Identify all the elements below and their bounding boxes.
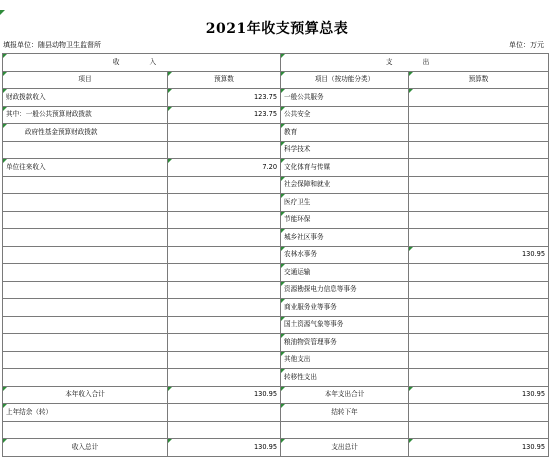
currency-unit: 单位：万元 xyxy=(509,41,544,49)
expense-amount-cell[interactable] xyxy=(409,159,549,177)
expense-item-cell[interactable]: 其他支出 xyxy=(281,351,409,369)
expense-year-total-label[interactable]: 本年支出合计 xyxy=(281,386,409,404)
income-year-total-amount[interactable]: 130.95 xyxy=(168,386,281,404)
income-amount-cell[interactable] xyxy=(168,264,281,282)
income-grand-total-amount[interactable]: 130.95 xyxy=(168,439,281,457)
expense-amount-cell[interactable] xyxy=(409,334,549,352)
table-row xyxy=(3,141,549,159)
expense-item-cell[interactable]: 医疗卫生 xyxy=(281,194,409,212)
expense-amount-cell[interactable] xyxy=(409,176,549,194)
expense-item-cell[interactable]: 文化体育与传媒 xyxy=(281,159,409,177)
expense-item-cell[interactable]: 科学技术 xyxy=(281,141,409,159)
expense-item-header[interactable]: 项目（按功能分类） xyxy=(281,71,409,89)
income-item-cell[interactable] xyxy=(3,281,168,299)
expense-item-cell[interactable]: 节能环保 xyxy=(281,211,409,229)
expense-amount-cell[interactable] xyxy=(409,124,549,142)
income-item-cell[interactable]: 其中：一般公共预算财政拨款 xyxy=(3,106,168,124)
carryover-out-amount[interactable] xyxy=(409,404,549,422)
expense-section-header[interactable]: 支 出 xyxy=(281,54,549,72)
income-year-total-label[interactable]: 本年收入合计 xyxy=(3,386,168,404)
income-amount-cell[interactable] xyxy=(168,229,281,247)
expense-amount-cell[interactable] xyxy=(409,211,549,229)
expense-amount-cell[interactable] xyxy=(409,281,549,299)
expense-amount-header[interactable]: 预算数 xyxy=(409,71,549,89)
expense-grand-total-label[interactable]: 支出总计 xyxy=(281,439,409,457)
income-section-header[interactable]: 收 入 xyxy=(3,54,281,72)
expense-item-cell[interactable]: 一般公共服务 xyxy=(281,89,409,107)
reporting-unit: 填报单位：随县动物卫生监督所 xyxy=(3,41,101,49)
expense-item-cell[interactable]: 国土资源气象等事务 xyxy=(281,316,409,334)
income-amount-cell[interactable] xyxy=(168,246,281,264)
expense-item-cell[interactable]: 公共安全 xyxy=(281,106,409,124)
income-amount-cell[interactable] xyxy=(168,316,281,334)
income-amount-header[interactable]: 预算数 xyxy=(168,71,281,89)
income-item-cell[interactable] xyxy=(3,264,168,282)
year-total-row xyxy=(3,386,549,404)
blank-cell[interactable] xyxy=(168,421,281,439)
section-header-row xyxy=(3,54,549,72)
income-item-cell[interactable] xyxy=(3,351,168,369)
table-row xyxy=(3,316,549,334)
income-item-cell[interactable] xyxy=(3,211,168,229)
income-item-cell[interactable] xyxy=(3,246,168,264)
table-row xyxy=(3,124,549,142)
income-amount-cell[interactable]: 7.20 xyxy=(168,159,281,177)
carryover-in-label[interactable]: 上年结余（转） xyxy=(3,404,168,422)
income-item-cell[interactable] xyxy=(3,194,168,212)
cell-marker-icon xyxy=(0,10,5,15)
expense-item-cell[interactable]: 商业服务业等事务 xyxy=(281,299,409,317)
blank-cell[interactable] xyxy=(281,421,409,439)
table-row xyxy=(3,264,549,282)
income-amount-cell[interactable] xyxy=(168,176,281,194)
income-item-cell[interactable] xyxy=(3,299,168,317)
expense-amount-cell[interactable]: 130.95 xyxy=(409,246,549,264)
table-row xyxy=(3,299,549,317)
expense-amount-cell[interactable] xyxy=(409,316,549,334)
expense-amount-cell[interactable] xyxy=(409,141,549,159)
expense-amount-cell[interactable] xyxy=(409,369,549,387)
carryover-in-amount[interactable] xyxy=(168,404,281,422)
table-row xyxy=(3,369,549,387)
grand-total-row xyxy=(3,439,549,457)
income-amount-cell[interactable] xyxy=(168,281,281,299)
expense-amount-cell[interactable] xyxy=(409,89,549,107)
table-row xyxy=(3,194,549,212)
expense-item-cell[interactable]: 交通运输 xyxy=(281,264,409,282)
blank-cell[interactable] xyxy=(409,421,549,439)
table-row xyxy=(3,281,549,299)
table-row xyxy=(3,89,549,107)
expense-item-cell[interactable]: 资源勘探电力信息等事务 xyxy=(281,281,409,299)
expense-amount-cell[interactable] xyxy=(409,351,549,369)
table-row xyxy=(3,176,549,194)
table-row xyxy=(3,246,549,264)
income-item-cell[interactable] xyxy=(3,316,168,334)
table-row xyxy=(3,351,549,369)
carryover-out-label[interactable]: 结转下年 xyxy=(281,404,409,422)
expense-item-cell[interactable]: 粮油物资管理事务 xyxy=(281,334,409,352)
income-item-cell[interactable] xyxy=(3,141,168,159)
blank-row xyxy=(3,421,549,439)
income-amount-cell[interactable] xyxy=(168,124,281,142)
expense-amount-cell[interactable] xyxy=(409,229,549,247)
income-item-cell[interactable] xyxy=(3,369,168,387)
budget-table xyxy=(2,53,549,457)
table-row xyxy=(3,106,549,124)
table-row xyxy=(3,211,549,229)
income-amount-cell[interactable] xyxy=(168,141,281,159)
expense-amount-cell[interactable] xyxy=(409,106,549,124)
income-item-cell[interactable]: 单位往来收入 xyxy=(3,159,168,177)
income-item-header[interactable]: 项目 xyxy=(3,71,168,89)
income-amount-cell[interactable] xyxy=(168,334,281,352)
column-header-row xyxy=(3,71,549,89)
expense-amount-cell[interactable] xyxy=(409,264,549,282)
expense-item-cell[interactable]: 社会保障和就业 xyxy=(281,176,409,194)
expense-item-cell[interactable]: 教育 xyxy=(281,124,409,142)
income-grand-total-label[interactable]: 收入总计 xyxy=(3,439,168,457)
income-amount-cell[interactable]: 123.75 xyxy=(168,106,281,124)
income-item-cell[interactable] xyxy=(3,229,168,247)
income-amount-cell[interactable] xyxy=(168,369,281,387)
page-title: 2021年收支预算总表 xyxy=(205,21,349,37)
carryover-row xyxy=(3,404,549,422)
income-item-cell[interactable]: 政府性基金预算财政拨款 xyxy=(3,124,168,142)
income-amount-cell[interactable] xyxy=(168,211,281,229)
income-item-cell[interactable] xyxy=(3,334,168,352)
expense-item-cell[interactable]: 转移性支出 xyxy=(281,369,409,387)
income-amount-cell[interactable] xyxy=(168,351,281,369)
expense-grand-total-amount[interactable]: 130.95 xyxy=(409,439,549,457)
blank-cell[interactable] xyxy=(3,421,168,439)
income-amount-cell[interactable]: 123.75 xyxy=(168,89,281,107)
table-row xyxy=(3,159,549,177)
expense-year-total-amount[interactable]: 130.95 xyxy=(409,386,549,404)
income-amount-cell[interactable] xyxy=(168,194,281,212)
expense-item-cell[interactable]: 城乡社区事务 xyxy=(281,229,409,247)
income-item-cell[interactable] xyxy=(3,176,168,194)
expense-item-cell[interactable]: 农林水事务 xyxy=(281,246,409,264)
income-amount-cell[interactable] xyxy=(168,299,281,317)
table-row xyxy=(3,229,549,247)
expense-amount-cell[interactable] xyxy=(409,299,549,317)
income-item-cell[interactable]: 财政拨款收入 xyxy=(3,89,168,107)
table-row xyxy=(3,334,549,352)
expense-amount-cell[interactable] xyxy=(409,194,549,212)
